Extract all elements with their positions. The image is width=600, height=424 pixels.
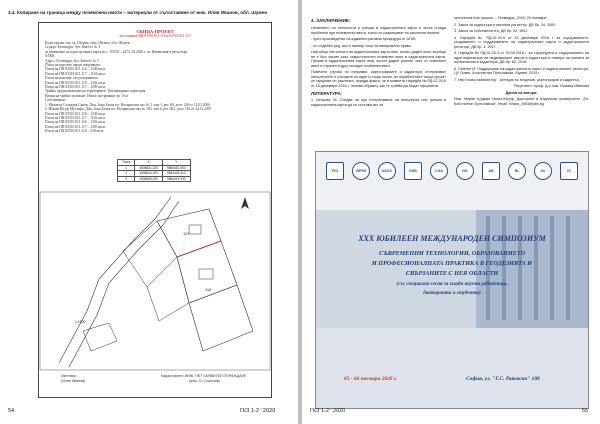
paragraph: 7. http://www.cadastre.bg/ - Агенция по геодезия, картография и кадастър. <box>454 77 580 82</box>
paragraph: Наличието на непълноти и грешки в кадастралната карта в честа сграда проблеми при поземлени имоти, които се разрешават по различни начини: <box>311 26 446 35</box>
table-cell: 9584452.050 <box>162 165 190 171</box>
logo-text: CGA <box>435 169 443 173</box>
right-page <box>302 0 600 424</box>
right-page-right-column <box>454 16 589 108</box>
logo-ig <box>560 162 578 180</box>
table-cell: 2 <box>118 171 135 177</box>
sketch-title: СКИЦА-ПРОЕКТ <box>136 29 174 34</box>
sketch-text-block <box>45 41 267 134</box>
signature-left-name: (Илия Иванов) <box>61 379 86 383</box>
sketch-line: Собственици: <box>45 98 67 103</box>
coordinate-table <box>117 159 191 182</box>
logo-text: UAGC <box>381 169 393 173</box>
logo-text: FIG <box>332 169 338 173</box>
table-cell: 3 <box>118 176 135 182</box>
table-cell: 4508640.200 <box>135 171 163 177</box>
sketch-line: Сграда: Булеварда, бул. Кметът № 3 <box>45 45 101 50</box>
sketch-line: Площ на имотите преди поправката <box>45 63 100 68</box>
logo-ng <box>456 162 474 180</box>
poster-title-line4: СВЪРЗАНИТЕ С НЕЯ ОБЛАСТИ <box>405 270 499 277</box>
road-edge-line <box>69 201 179 367</box>
poster-title-line5: (със специална сесия за млади научни работници, <box>396 282 508 287</box>
logo-text: IG <box>567 169 571 173</box>
paragraph: - чрез производство на административна процедура от АГКК; <box>311 37 417 41</box>
logo-isprs <box>352 162 370 180</box>
paragraph: Повечето случаи по поправки, картографиите и кадастъра отстраняват непълнотите и грешките по един и същи начин, но изработените скици-проект се оформят по различен, поради факта, че в момента Наредба № РД-02-20-5 от 15 декември 2016 г. липсва образец, как те трябва да бъдат оформени. <box>311 70 446 88</box>
north-arrow-icon <box>241 197 249 209</box>
poster-title-line3: И ПРОФЕСИОНАЛНАТА ПРАКТИКА В ГЕОДЕЗИЯТА И <box>371 260 533 267</box>
table-cell: 9584428.410 <box>162 171 190 177</box>
table-header-cell: X <box>135 160 163 166</box>
signature-right-label: Кадастрален: ИНЖ. ПЕТ ЗАЯВИТЕЛ ПОРАЖДАНЕ <box>161 374 247 378</box>
scale-label: 1:1000 <box>75 320 86 324</box>
poster-place: София, ул. "Г.С. Раковски" 108 <box>466 376 540 382</box>
table-row <box>118 176 191 182</box>
logo-text: AB <box>488 169 494 173</box>
logo-text: NG <box>462 169 468 173</box>
journal-left: ГКЗ 1-2 ' 2020 <box>240 408 276 414</box>
sketch-line: Площ на имотите след поправката <box>45 76 98 81</box>
sketch-line: Площ на ПИ 83510.811.117 – 1162 кв.м. <box>45 71 106 76</box>
parcel-west-2 <box>147 257 189 321</box>
logo-text: BL <box>514 169 520 173</box>
logo-text: ISPRS <box>355 169 367 173</box>
sketch-line: Начин на трайно ползване: Ниско застрояване до 10 м <box>45 93 128 98</box>
building <box>199 269 213 279</box>
sketch-line: Кадастрален тод: гр. Шумен, общ. Шумен, обл. Шумен <box>45 41 130 45</box>
section-heading: 3.4. Копиране на граница между поземлени имоти – материали от съпоставяне от инж. Илия Иванов, обл. Шумен <box>8 10 268 15</box>
logo-bl <box>508 162 526 180</box>
paragraph: непълнота или грешка, – Геомедия, 2015, 20 ноември. <box>454 16 548 20</box>
sketch-line: Трайно предназначение на територията: Урбанизирана територия <box>45 89 146 94</box>
map-label-116: 116 <box>205 287 212 292</box>
signature-left-label: Изготвил: <box>61 374 78 378</box>
table-cell: 1 <box>118 165 135 171</box>
paragraph: 2. Закон за кадастъра и имотния регистър, ДВ бр. 34, 2000 <box>454 22 556 27</box>
poster-background <box>316 152 588 408</box>
sketch-figure <box>38 22 272 398</box>
logo-text: GSB <box>409 169 417 173</box>
sketch-line: Адрес: Булеварда, бул. Кметът № 5 <box>45 58 99 63</box>
logo-ab <box>482 162 500 180</box>
poster-date: 05 - 06 ноември 2020 г. <box>344 376 398 382</box>
paragraph: Най-общо непълноти на кадастралната карта има, когато даден имот въобще не е бил заснет като самостоятелен поземлен имот в кадастралната карта. Грешка в кадастралната карта има, когато даден реален част от поземлен имот е отразен в друг съседен поземлен имот. <box>311 50 446 68</box>
table-cell: 9584414.930 <box>162 176 190 182</box>
page-number-right: 55 <box>582 408 589 414</box>
page-number-left: 54 <box>8 408 15 414</box>
right-page-left-column <box>311 18 446 107</box>
parcel-south <box>83 323 117 351</box>
table-cell: 4508655.030 <box>135 176 163 182</box>
map-label-117: 117 <box>183 231 190 236</box>
signature-right-name: (инж. Ст. Соколов) <box>189 379 220 383</box>
sketch-line: 1. Михаела Стоилова Савов, Дом, Зона Блока по: Нотариален акт № 5, том 1, рег. 69, дело 128 от 12.03.2006 <box>45 102 210 107</box>
sketch-line: за изменение на кадастралната карта на с. 83510 – 4474, 20.2020 г. по Изменения в регистъра <box>45 49 188 54</box>
poster-title-line1: XXX ЮБИЛЕЕН МЕЖДУНАРОДЕН СИМПОЗИУМ <box>358 234 546 243</box>
sketch-line: Площ на ПИ 83510.811.116 – 1302 кв.м. <box>45 120 106 125</box>
logo-cga <box>430 162 448 180</box>
logo-su <box>534 162 552 180</box>
table-cell: 4508631.220 <box>135 165 163 171</box>
sketch-line: 2. Ибрям Юсуф Мустафа, Дом, Зона Блока по: Нотариален акт № 183, том 4, рег. 602, дело 516 от 24.12.2007 <box>45 107 212 112</box>
sketch-subtitle: за поправка ПИ 83510.811.116 и 83510.811.117 <box>119 34 191 38</box>
paragraph: 3. Закон за собствеността, ДВ бр. 92, 1951 <box>454 29 528 33</box>
sketch-line: Площ на ПИ 83510.811.116 – 1302 кв.м. <box>45 80 106 85</box>
table-header-cell: Точка <box>118 160 135 166</box>
conclusion-heading: 4. ЗАКЛЮЧЕНИЕ: <box>311 18 351 23</box>
journal-right: ГКЗ 1-2 ' 2020 <box>310 408 346 414</box>
poster-title-line2: СЪВРЕМЕННИ ТЕХНОЛОГИИ, ОБРАЗОВАНИЕТО <box>378 250 526 257</box>
literature-heading: ЛИТЕРАТУРА: <box>311 91 343 96</box>
sketch-line: Площ на ПИ 83510.811.116 – 1349 кв.м. <box>45 111 106 116</box>
parcel-neighbour <box>189 285 253 351</box>
paragraph: - по съдебен ред, ако е налице спор за материално право. <box>311 43 412 48</box>
building <box>189 225 201 234</box>
paragraph: 5. Наредба № РД-02-20-3 от 29.09.2016 г. за структурата и съдържанието на идентификатора на недвижимите имоти в кадастъра и номера на книгата за ограничения в кадастъра, ДВ бр. 80, 2016 <box>454 51 589 64</box>
sketch-line: Площ на ПИ 83510.811.117 – 1162 кв.м. <box>45 115 106 120</box>
left-page <box>0 0 298 424</box>
sketch-line: Площ на ПИ 83510.811.116 – 1349 кв.м. <box>45 67 106 72</box>
parcel-west <box>123 221 177 287</box>
logo-uagc <box>378 162 396 180</box>
paragraph: 4. Наредба № РД-02-20-5 от 15 декември 2016 г. за съдържанието, създаването и поддържането на кадастралната карта и кадастралните регистри, ДВ бр. 4, 2017 <box>454 35 589 49</box>
sketch-line: Площ на ПИ 83510.811.117 – 1209 кв.м. <box>45 124 106 129</box>
sketch-line: Площ на ПИ 83510.811.117 – 1209 кв.м. <box>45 85 106 90</box>
symposium-poster <box>315 151 589 409</box>
cadastral-map <box>39 191 271 371</box>
reviewer: Рецензент: проф. д-р инж. Илиана Иванова <box>514 84 589 88</box>
literature-item: 1. Бечкова, М. Следва ли при отстраняване на непълнота или грешка в кадастралната карта да се състави акт за <box>311 98 446 107</box>
authors-heading: Данни на автора: <box>505 90 538 95</box>
sketch-line: Площ на ПИ 83510.811.116 – 530 кв.м. <box>45 129 105 134</box>
paragraph: 6. Пейчев И. Поддържане на кадастралните карти и кадастралните регистри, ЦУ Ловеч, Константин Преславски, Шумен, 2019 г <box>454 66 589 75</box>
parcel-116 <box>177 241 237 303</box>
logo-fig <box>326 162 344 180</box>
authors-text: Инж. Мерве Ерджан Нихат-Юсуф, Докторант в Шуменски университет „Ен. Константин Преславски“, email: nihars_1983@abv.bg <box>454 97 589 106</box>
poster-title-line6: докторанти и студенти) <box>423 291 481 296</box>
logo-gsb <box>404 162 422 180</box>
poster-building <box>476 210 588 328</box>
logo-text: SU <box>540 169 546 173</box>
table-header-cell: Y <box>162 160 190 166</box>
corrected-boundary <box>177 241 221 257</box>
sketch-line: АГКК <box>45 54 55 59</box>
